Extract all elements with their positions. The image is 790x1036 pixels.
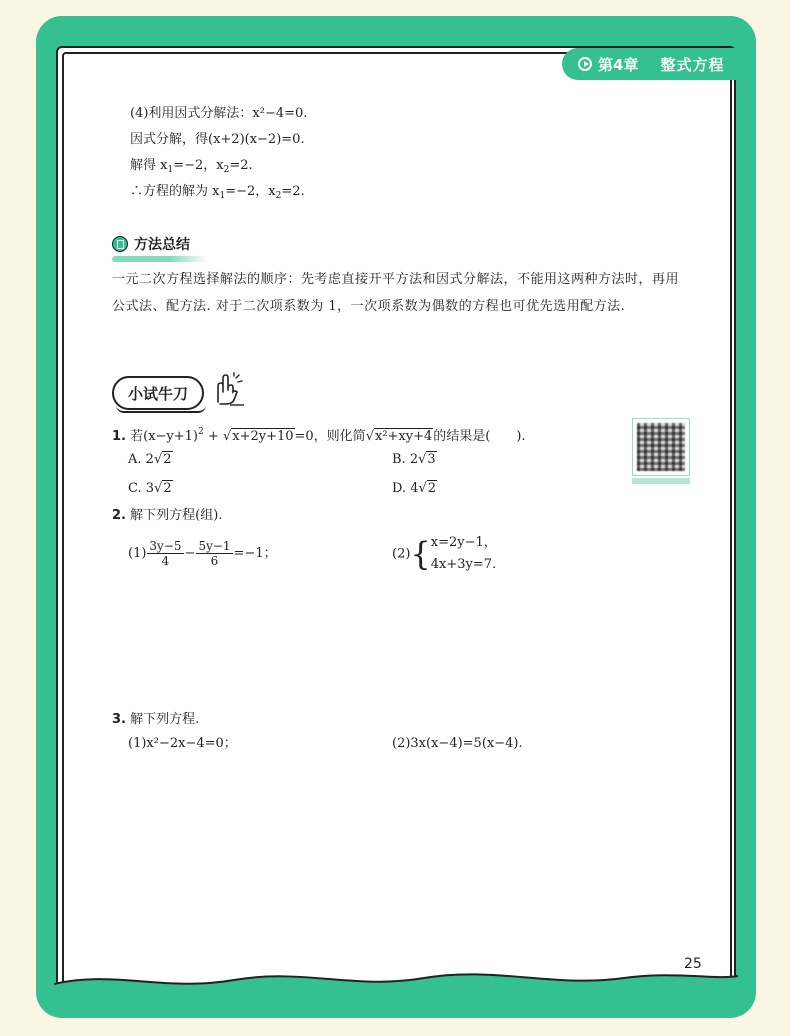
option-b-radical: √3 bbox=[418, 452, 436, 467]
page-number: 25 bbox=[684, 956, 702, 972]
option-b-label: B. 2 bbox=[392, 452, 419, 467]
solution-line-2: 因式分解，得(x+2)(x−2)=0. bbox=[130, 132, 305, 147]
option-d[interactable] bbox=[392, 479, 437, 499]
option-d-radicand: 2 bbox=[427, 481, 437, 496]
part-1-label: (1) bbox=[128, 546, 147, 561]
subscript-2: 2 bbox=[275, 191, 282, 201]
solution-line-1: (4)利用因式分解法：x²−4=0. bbox=[130, 106, 308, 121]
option-a-radicand: 2 bbox=[163, 452, 172, 467]
fraction-2-denominator: 6 bbox=[210, 554, 219, 568]
fraction-2-numerator: 5y−1 bbox=[198, 539, 231, 553]
solution-line-4-c: =2. bbox=[281, 184, 305, 199]
chapter-number: 第4章 bbox=[598, 55, 639, 74]
question-3-part-1: (1)x²−2x−4=0； bbox=[128, 736, 237, 751]
option-a-radical: √2 bbox=[153, 452, 172, 467]
play-icon bbox=[578, 57, 592, 71]
solution-line-4-b: =−2，x bbox=[225, 184, 276, 199]
solution-line-4 bbox=[130, 182, 305, 206]
option-c-radicand: 2 bbox=[163, 481, 172, 496]
equation-system bbox=[431, 532, 497, 576]
solution-line-3-b: =−2，x bbox=[173, 158, 224, 173]
system-brace: { bbox=[410, 535, 431, 573]
subscript-2: 2 bbox=[223, 165, 230, 175]
question-3 bbox=[112, 710, 199, 730]
question-1-pre: 若(x−y+1) bbox=[130, 429, 199, 444]
option-c-label: C. 3 bbox=[128, 481, 155, 496]
solution-line-3 bbox=[130, 156, 253, 180]
plus-sign: + bbox=[207, 429, 219, 444]
option-b[interactable] bbox=[392, 450, 437, 470]
question-1-end: 的结果是( ). bbox=[433, 429, 526, 444]
fraction-1 bbox=[147, 539, 183, 568]
qr-code-label bbox=[632, 478, 690, 484]
option-d-radical: √2 bbox=[418, 481, 437, 496]
paper-wave-edge bbox=[54, 962, 738, 1002]
question-2-part-1 bbox=[128, 538, 277, 570]
chapter-tab bbox=[562, 48, 754, 80]
practice-badge-label: 小试牛刀 bbox=[127, 384, 188, 403]
part-1-rhs: =−1； bbox=[233, 546, 277, 561]
question-3-part-2: (2)3x(x−4)=5(x−4). bbox=[392, 736, 523, 751]
question-2 bbox=[112, 506, 222, 526]
option-a[interactable] bbox=[128, 450, 173, 470]
question-1 bbox=[112, 422, 526, 447]
method-summary-text: 一元二次方程选择解法的顺序：先考虑直接开平方法和因式分解法，不能用这两种方法时，再用公式法、配方法. 对于二次项系数为 1，一次项系数为偶数的方程也可优先选用配方法. bbox=[112, 272, 680, 314]
chapter-title: 整式方程 bbox=[660, 55, 725, 74]
equation-1: x=2y−1， bbox=[430, 535, 497, 550]
subscript-1: 1 bbox=[219, 191, 226, 201]
option-c[interactable] bbox=[128, 479, 173, 499]
question-1-post: =0，则化简 bbox=[294, 429, 366, 444]
question-2-part-2 bbox=[392, 532, 497, 577]
square-exponent: 2 bbox=[198, 427, 204, 437]
solution-line-4-a: ∴方程的解为 x bbox=[130, 184, 220, 199]
fraction-1-denominator: 4 bbox=[161, 554, 170, 568]
method-summary-title: 方法总结 bbox=[134, 237, 190, 253]
option-c-radical: √2 bbox=[154, 481, 172, 496]
qr-code-pattern bbox=[637, 423, 685, 471]
question-3-number: 3. bbox=[112, 712, 126, 727]
option-a-label: A. 2 bbox=[128, 452, 154, 467]
solution-line-3-c: =2. bbox=[229, 158, 253, 173]
solution-line-3-a: 解得 x bbox=[130, 158, 168, 173]
fraction-1-numerator: 3y−5 bbox=[149, 539, 182, 553]
summary-icon bbox=[112, 236, 128, 252]
method-underline bbox=[112, 256, 208, 262]
minus-sign: − bbox=[184, 546, 196, 561]
method-summary-heading bbox=[112, 234, 190, 254]
question-3-stem: 解下列方程. bbox=[130, 712, 200, 727]
question-2-stem: 解下列方程(组). bbox=[130, 508, 223, 523]
option-d-label: D. 4 bbox=[392, 481, 419, 496]
question-1-number: 1. bbox=[112, 429, 126, 444]
question-2-number: 2. bbox=[112, 508, 126, 523]
radicand-2: x²+xy+4 bbox=[374, 429, 433, 444]
practice-badge bbox=[112, 376, 204, 410]
radicand-1: x+2y+10 bbox=[232, 429, 294, 444]
subscript-1: 1 bbox=[167, 165, 174, 175]
part-2-label: (2) bbox=[392, 546, 411, 562]
radical-2: √x²+xy+4 bbox=[365, 429, 433, 444]
radical-1: √x+2y+10 bbox=[222, 429, 294, 444]
fraction-2 bbox=[196, 539, 232, 568]
option-b-radicand: 3 bbox=[427, 452, 436, 467]
equation-2: 4x+3y=7. bbox=[430, 557, 497, 572]
qr-code[interactable] bbox=[632, 418, 690, 476]
hand-icon bbox=[208, 372, 246, 406]
